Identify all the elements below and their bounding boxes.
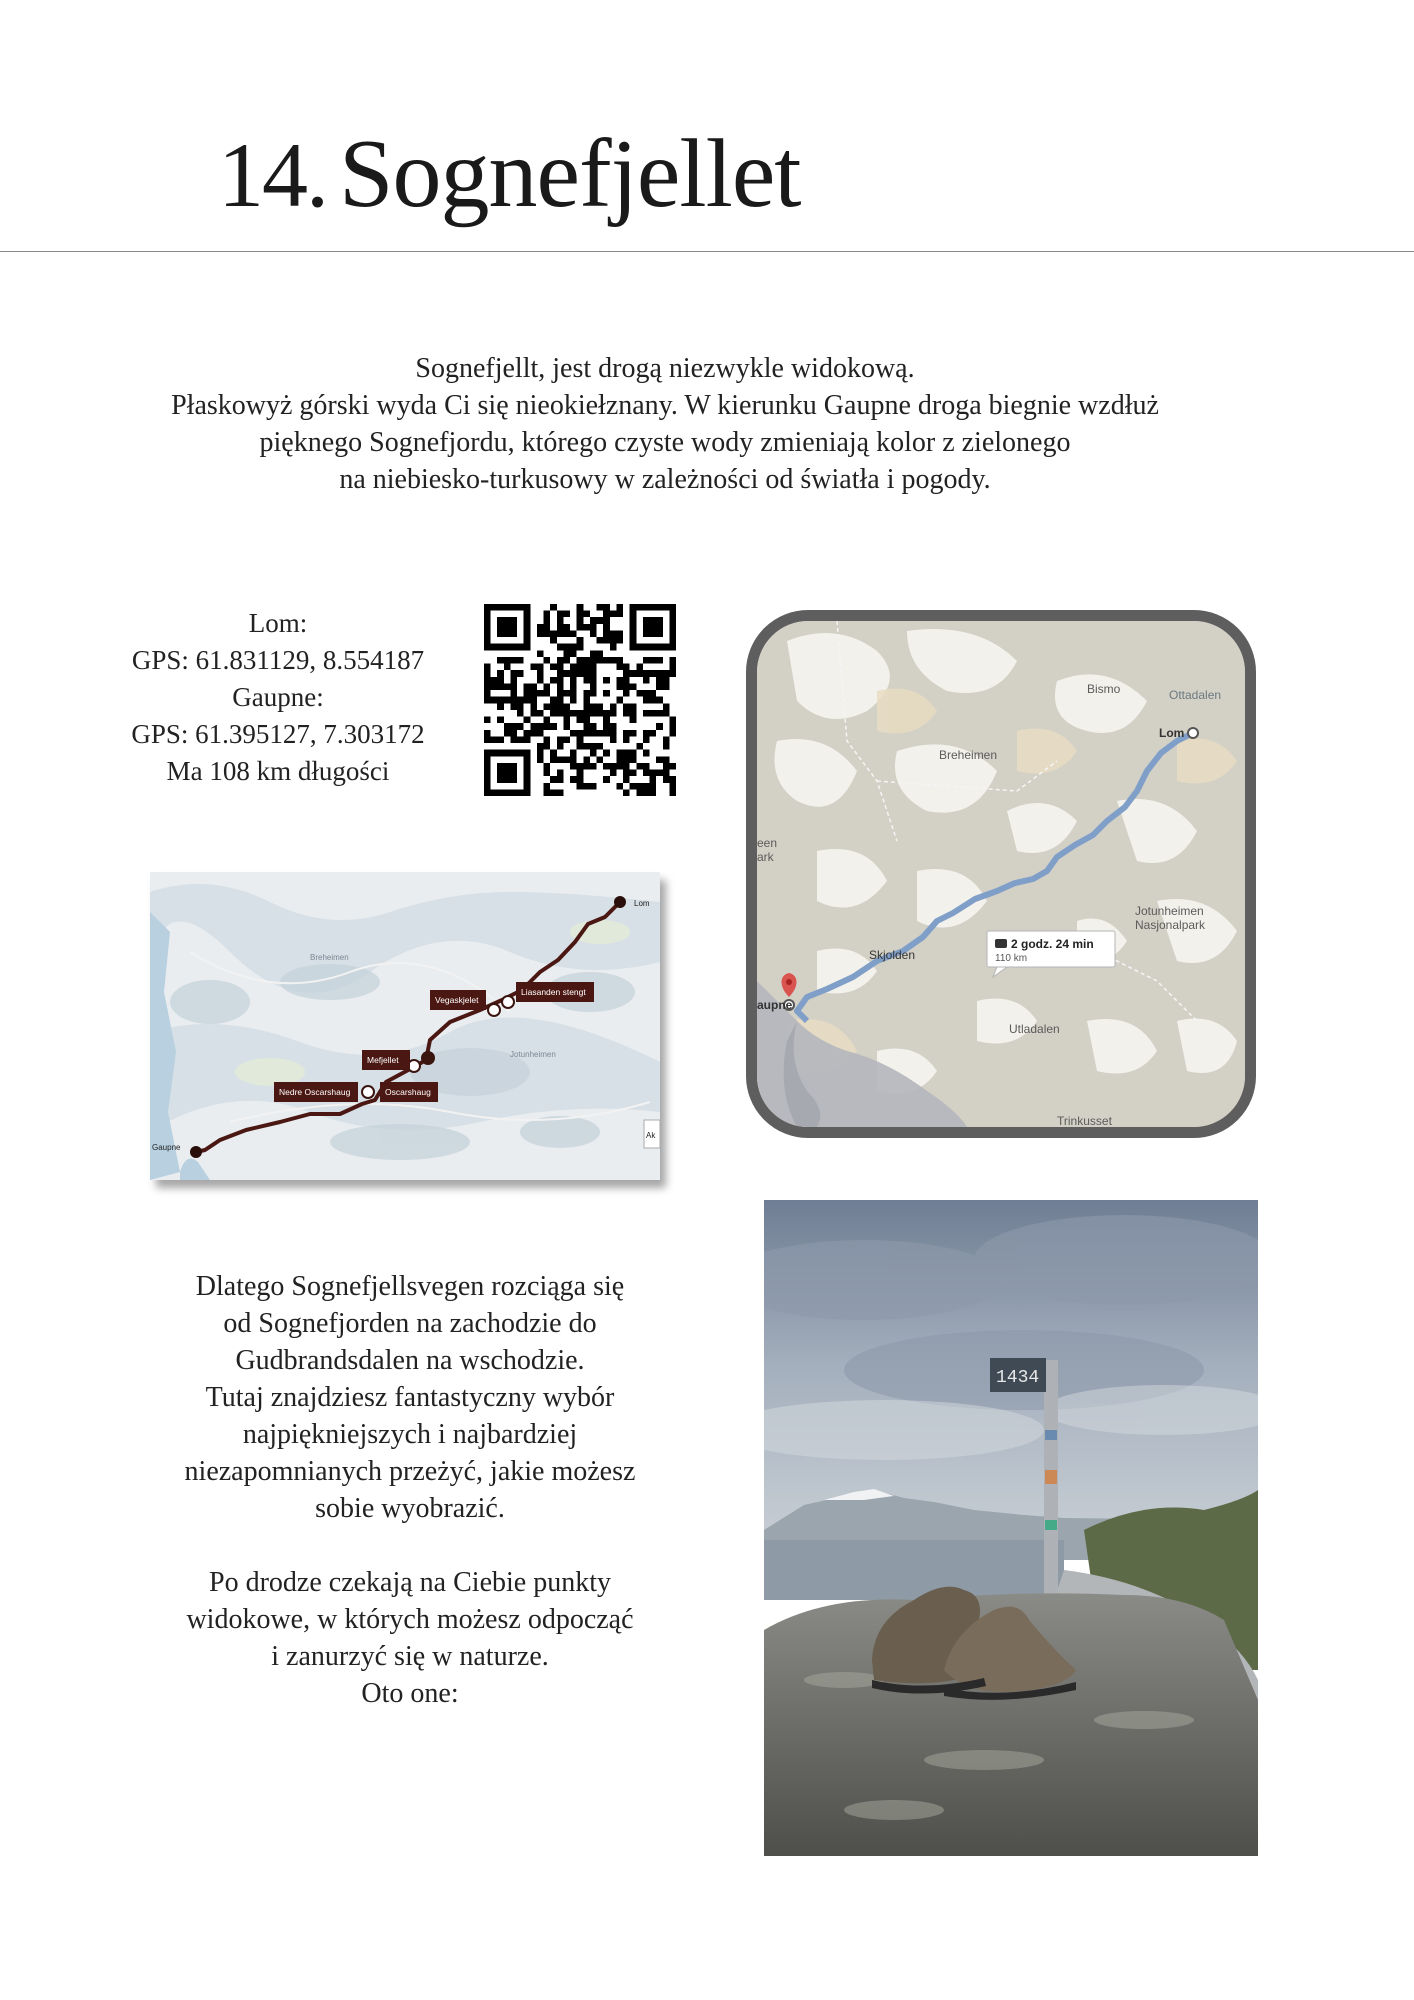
map-label-mefjellet: Mefjellet [367,1055,399,1065]
map-label-ottadalen: Ottadalen [1169,688,1222,702]
body-line: Po drodze czekają na Ciebie punkty [209,1567,611,1598]
map-label-skjolden: Skjolden [869,948,916,962]
photo-boots-on-rock [764,1200,1258,1856]
map-label-een: een [757,836,778,850]
body-paragraph [140,1268,680,1712]
gps-line: GPS: 61.831129, 8.554187 [131,645,425,675]
gps-line: Ma 108 km długości [166,756,390,786]
gps-line: GPS: 61.395127, 7.303172 [131,719,425,749]
page-heading [218,118,801,258]
map-label-vegaskjelet: Vegaskjelet [435,995,479,1005]
gps-info [118,605,438,790]
body-line: Tutaj znajdziesz fantastyczny wybór [205,1382,615,1413]
intro-line: Sognefjellt, jest drogą niezwykle widokową. [415,353,915,384]
map-label-utladalen: Utladalen [1009,1022,1060,1036]
map-label-oscarshaug: Oscarshaug [385,1087,431,1097]
map-label-breheimen: Breheimen [310,953,349,962]
body-line: Gudbrandsdalen na wschodzie. [235,1345,585,1376]
route-map-topographic[interactable] [150,872,660,1180]
map-label-jotunheimen: Jotunheimen [1135,904,1204,918]
intro-paragraph [100,350,1230,498]
body-line: Oto one: [361,1678,459,1709]
map-label-ark: ark [757,850,774,864]
body-line: najpiękniejszych i najbardziej [242,1419,578,1450]
body-line: sobie wyobrazić. [315,1493,505,1524]
chapter-number: 14. [218,124,327,226]
map-label-gaupne: Gaupne [152,1143,181,1152]
body-line: Dlatego Sognefjellsvegen rozciąga się [195,1271,625,1302]
map-badge: Ak [646,1131,656,1140]
gps-line: Gaupne: [232,682,324,712]
paragraph-gap [140,1527,680,1564]
map-label-nedre-oscarshaug: Nedre Oscarshaug [279,1087,351,1097]
map-label-bismo: Bismo [1087,682,1121,696]
map-label-nasjonalpark: Nasjonalpark [1135,918,1206,932]
gps-line: Lom: [248,608,308,638]
body-line: od Sognefjorden na zachodzie do [223,1308,597,1339]
map-label-jotunheimen: Jotunheimen [510,1050,556,1059]
map-label-liasanden: Liasanden stengt [521,987,586,997]
map-label-breheimen: Breheimen [939,748,998,762]
header-divider [0,251,1414,252]
map-label-bottom: Trinkusset [1057,1114,1112,1127]
map-label-lom: Lom [1159,726,1185,740]
sign-text: 1434 [996,1368,1040,1388]
body-line: i zanurzyć się w naturze. [271,1641,549,1672]
map-label-lom: Lom [634,899,650,908]
route-map-directions[interactable] [746,610,1256,1138]
intro-line: pięknego Sognefjordu, którego czyste wody zmieniają kolor z zielonego [259,427,1071,458]
qr-code[interactable] [484,604,676,796]
body-line: widokowe, w których możesz odpocząć [186,1604,634,1635]
intro-line: na niebiesko-turkusowy w zależności od światła i pogody. [339,464,991,495]
route-duration: 2 godz. 24 min [1011,937,1094,951]
car-icon [995,939,1007,948]
map-label-gaupne: aupne [757,998,793,1012]
route-distance: 110 km [995,953,1028,964]
page-title: Sognefjellet [339,120,801,228]
body-line: niezapomnianych przeżyć, jakie możesz [184,1456,636,1487]
intro-line: Płaskowyż górski wyda Ci się nieokiełznany. W kierunku Gaupne droga biegnie wzdłuż [171,390,1159,421]
